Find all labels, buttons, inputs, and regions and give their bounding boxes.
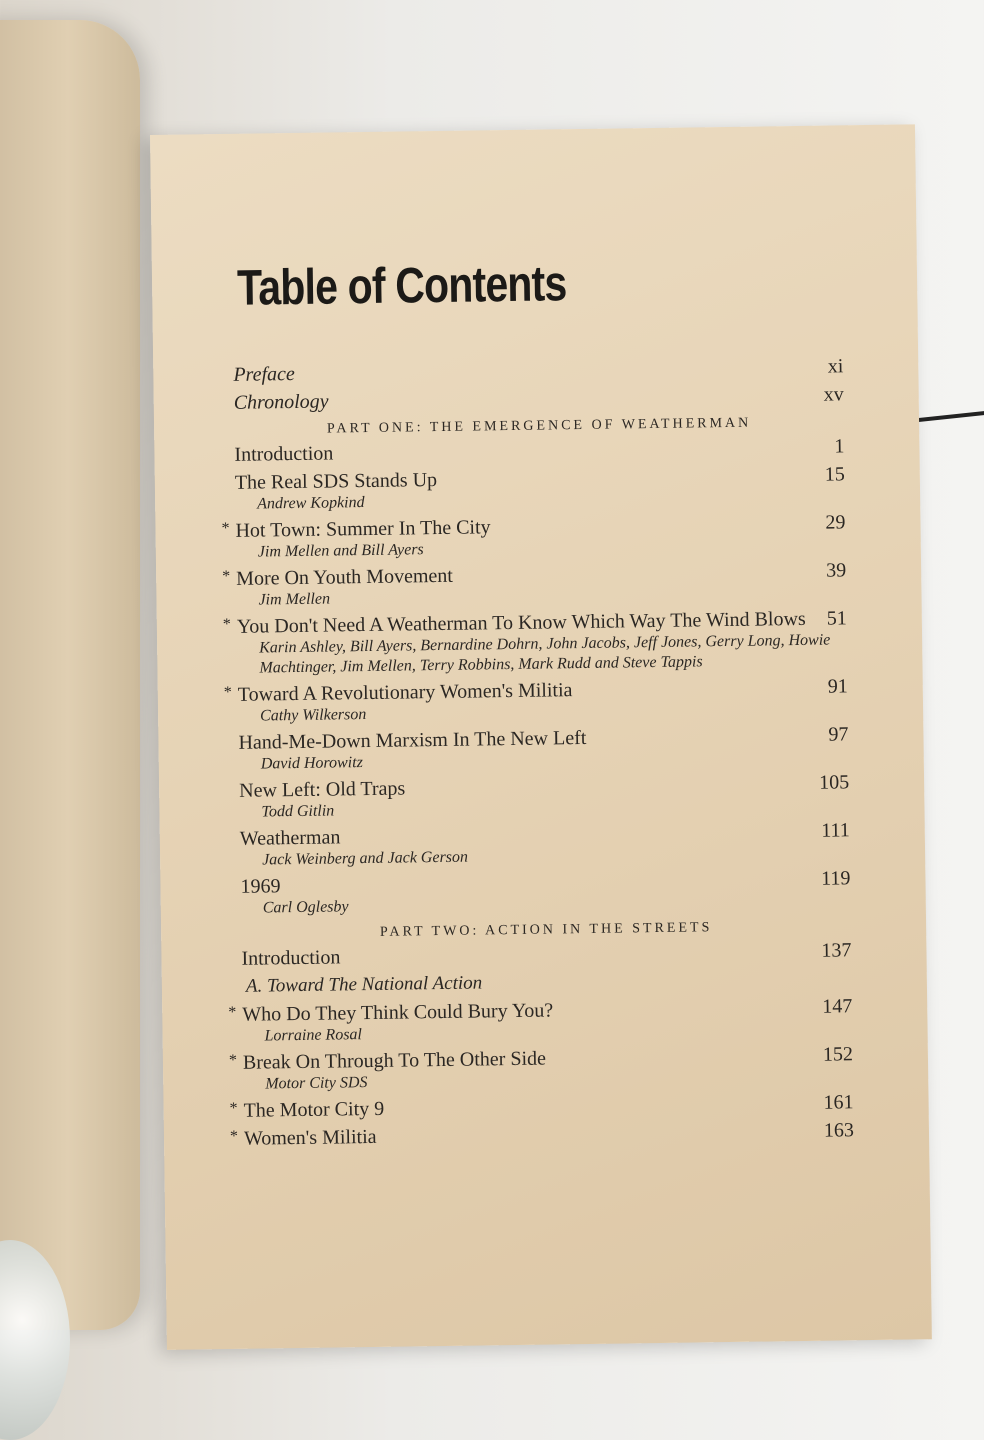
- page-title: Table of Contents: [236, 255, 567, 316]
- section-heading: A. Toward The National Action: [245, 972, 483, 997]
- book-page: [150, 124, 932, 1350]
- entry-page: 137: [821, 939, 852, 962]
- toc-entry: [229, 1090, 854, 1123]
- toc-entry-part-two-intro: [241, 938, 851, 971]
- entry-author: Jack Weinberg and Jack Gerson: [262, 848, 469, 869]
- entry-page: xv: [823, 383, 844, 406]
- asterisk-marker: *: [222, 615, 231, 634]
- entry-title: Weatherman: [239, 826, 341, 850]
- entry-author: David Horowitz: [260, 754, 363, 773]
- toc-list: [221, 350, 855, 1150]
- asterisk-marker: *: [221, 519, 230, 538]
- entry-title: More On Youth Movement: [236, 564, 454, 590]
- entry-page: 51: [826, 607, 847, 630]
- entry-page: 29: [825, 511, 846, 534]
- entry-title: Hot Town: Summer In The City: [235, 516, 491, 542]
- entry-title: The Motor City 9: [243, 1097, 385, 1122]
- entry-title: New Left: Old Traps: [239, 777, 406, 802]
- entry-title: Toward A Revolutionary Women's Militia: [237, 679, 573, 706]
- toc-entry-chronology: [234, 382, 844, 415]
- entry-page: 147: [822, 995, 853, 1018]
- asterisk-marker: *: [222, 567, 231, 586]
- entry-author: Andrew Kopkind: [257, 494, 365, 513]
- entry-title: Chronology: [233, 390, 329, 414]
- entry-title: Break On Through To The Other Side: [242, 1047, 547, 1074]
- entry-title: Who Do They Think Could Bury You?: [242, 999, 554, 1026]
- entry-title: The Real SDS Stands Up: [234, 469, 438, 494]
- asterisk-marker: *: [229, 1099, 238, 1117]
- entry-page: 91: [827, 675, 848, 698]
- entry-title: Introduction: [241, 946, 341, 970]
- entry-author: Lorraine Rosal: [264, 1026, 363, 1045]
- entry-title: Women's Militia: [243, 1125, 377, 1150]
- entry-page: 105: [818, 771, 850, 794]
- entry-page: 97: [828, 723, 849, 746]
- entry-page: 161: [823, 1091, 854, 1114]
- entry-author: Motor City SDS: [265, 1074, 368, 1093]
- entry-page: 39: [825, 559, 847, 582]
- entry-page: 111: [821, 819, 850, 842]
- entry-page: 15: [824, 463, 845, 486]
- asterisk-marker: *: [229, 1127, 239, 1145]
- entry-author: Cathy Wilkerson: [260, 706, 367, 725]
- entry-author: Jim Mellen and Bill Ayers: [257, 541, 424, 561]
- part-two-entries: [228, 994, 855, 1151]
- part-one-heading: PART ONE: THE EMERGENCE OF WEATHERMAN: [326, 415, 752, 437]
- entry-page: 119: [821, 867, 851, 890]
- entry-author: Todd Gitlin: [261, 802, 335, 821]
- entry-author: Carl Oglesby: [262, 898, 349, 917]
- part-one-entries: [221, 434, 851, 918]
- toc-entry: [229, 1118, 855, 1151]
- asterisk-marker: *: [228, 1003, 237, 1021]
- entry-title: Hand-Me-Down Marxism In The New Left: [238, 726, 587, 754]
- entry-title: Introduction: [234, 442, 334, 466]
- entry-title: You Don't Need A Weatherman To Know Which Way The Wind Blows: [236, 607, 806, 638]
- asterisk-marker: *: [223, 683, 232, 702]
- entry-author: Karin Ashley, Bill Ayers, Bernardine Dohrn, John Jacobs, Jeff Jones, Gerry Long, Howie Machtinger, Jim Mellen, Terry Robbins, Mark Rudd and Steve Tappis: [259, 631, 831, 677]
- toc-entry-preface: [233, 354, 843, 387]
- asterisk-marker: *: [228, 1051, 238, 1069]
- entry-page: xi: [827, 355, 844, 378]
- toc-entry: [234, 434, 844, 467]
- entry-title: Preface: [233, 363, 295, 386]
- entry-title: 1969: [240, 875, 281, 898]
- part-two-heading: PART TWO: ACTION IN THE STREETS: [379, 920, 713, 940]
- entry-page: 163: [823, 1119, 855, 1142]
- facing-page: [0, 20, 140, 1330]
- entry-author: Jim Mellen: [258, 590, 331, 609]
- entry-page: 1: [834, 435, 845, 458]
- entry-page: 152: [822, 1043, 854, 1066]
